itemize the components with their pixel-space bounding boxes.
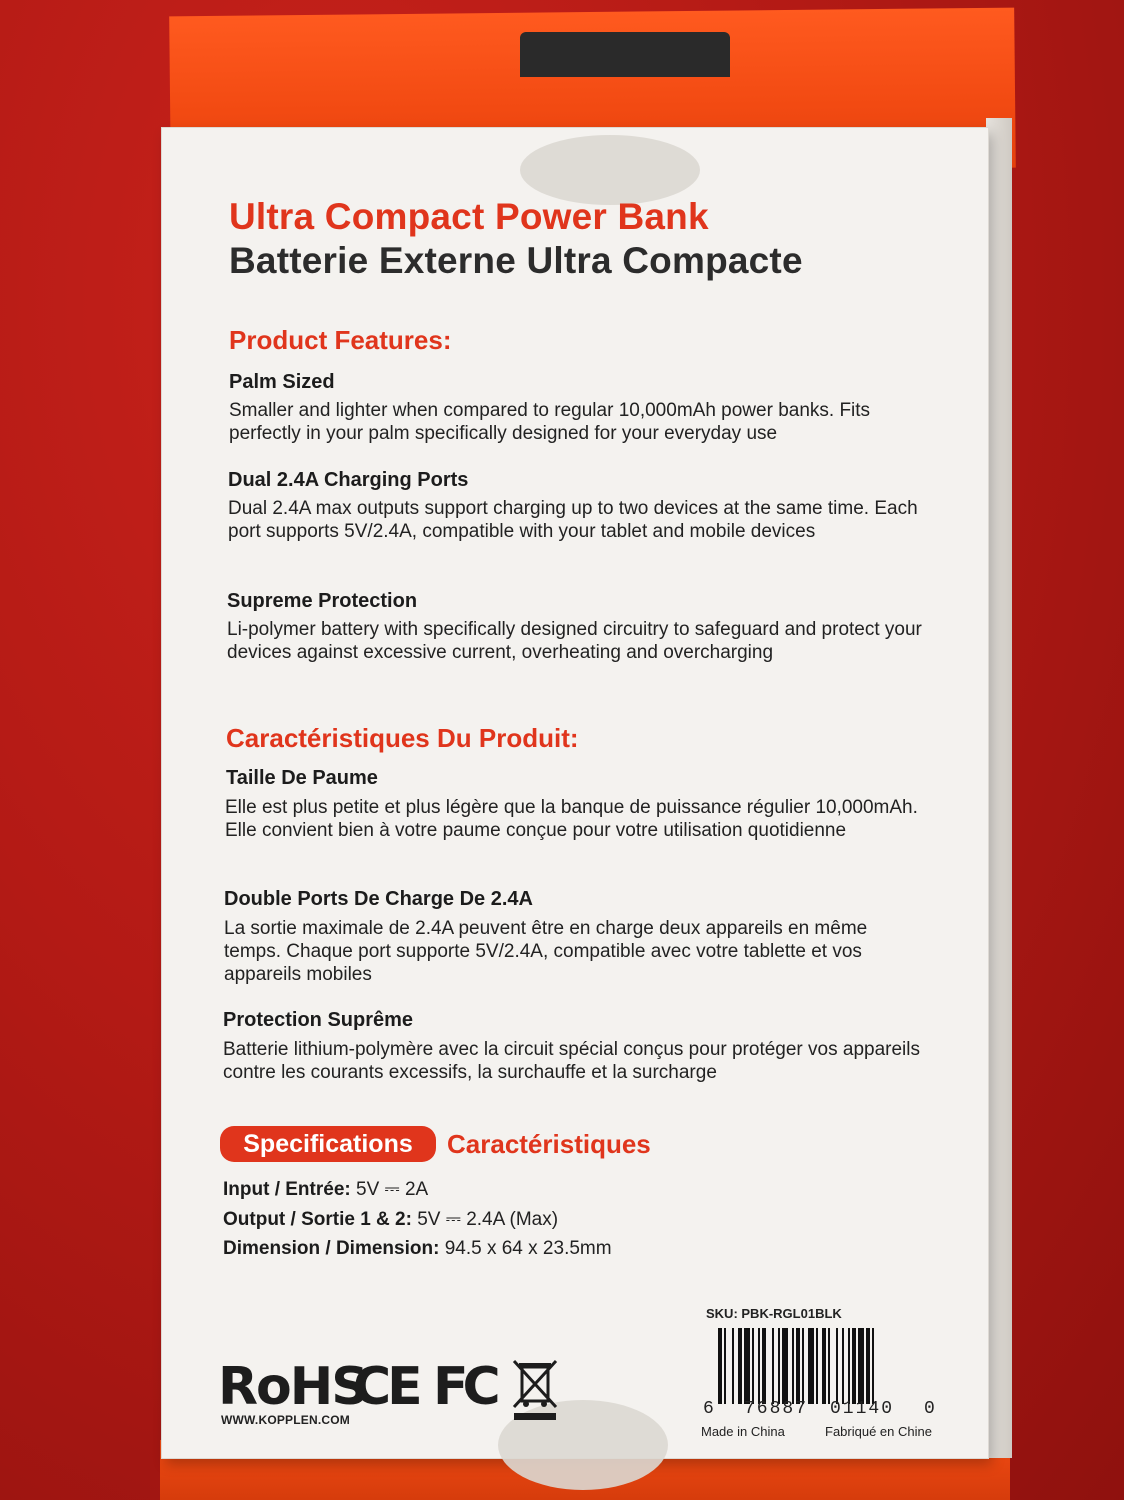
barcode-bar <box>822 1328 826 1404</box>
feature-title: Taille De Paume <box>226 767 378 789</box>
features-heading-en: Product Features: <box>229 325 452 355</box>
sku-label: SKU: PBK-RGL01BLK <box>706 1306 842 1321</box>
barcode-bar <box>816 1328 818 1404</box>
barcode-bar <box>852 1328 856 1404</box>
feature-body: La sortie maximale de 2.4A peuvent être en charge deux appareils en même temps. Chaque port supporte 5V/2.4A, compatible avec votre tablette et vos appareils mobiles <box>224 918 868 985</box>
rohs-logo: RoHS <box>218 1357 367 1417</box>
box-side-edge <box>986 118 1012 1458</box>
barcode-bar <box>744 1328 750 1404</box>
fcc-logo: FC <box>433 1357 495 1417</box>
barcode-bar <box>752 1328 754 1404</box>
barcode-bar <box>848 1328 850 1404</box>
features-heading-fr: Caractéristiques Du Produit: <box>226 723 579 753</box>
specifications-badge: Specifications <box>220 1126 436 1162</box>
spec-key: Dimension / Dimension: <box>223 1238 440 1259</box>
barcode-digit: 6 <box>703 1399 714 1419</box>
feature-body: Batterie lithium-polymère avec la circuit spécial conçus pour protéger vos appareils contre les courants excessifs, la surchauffe et la surcharge <box>223 1039 920 1083</box>
tape-tear-top <box>520 135 700 205</box>
barcode-bar <box>718 1328 722 1404</box>
made-in-label-en: Made in China <box>701 1424 785 1439</box>
crossed-bin-icon <box>510 1357 562 1423</box>
barcode-bar <box>758 1328 760 1404</box>
barcode-icon <box>718 1328 918 1404</box>
feature-body: Dual 2.4A max outputs support charging up to two devices at the same time. Each port supports 5V/2.4A, compatible with your tablet and mobile devices <box>228 498 918 542</box>
made-in-label-fr: Fabriqué en Chine <box>825 1424 932 1439</box>
feature-title: Protection Suprême <box>223 1009 414 1031</box>
barcode-bar <box>808 1328 814 1404</box>
ce-logo: CE <box>353 1357 419 1417</box>
website-url: WWW.KOPPLEN.COM <box>221 1413 350 1427</box>
feature-title: Supreme Protection <box>227 590 418 612</box>
barcode-bar <box>872 1328 874 1404</box>
spec-key: Output / Sortie 1 & 2: <box>223 1209 412 1230</box>
barcode-bar <box>732 1328 734 1404</box>
feature-title: Dual 2.4A Charging Ports <box>228 469 469 491</box>
barcode-bar <box>802 1328 804 1404</box>
product-title-fr: Batterie Externe Ultra Compacte <box>229 240 803 281</box>
barcode-bar <box>782 1328 788 1404</box>
barcode-bar <box>772 1328 774 1404</box>
barcode-bar <box>836 1328 838 1404</box>
spec-key: Input / Entrée: <box>223 1179 351 1200</box>
spec-value: 94.5 x 64 x 23.5mm <box>439 1238 612 1259</box>
box-top-opening <box>520 32 730 77</box>
barcode-digit-group: 76887 <box>744 1399 809 1419</box>
specifications-heading-fr: Caractéristiques <box>447 1129 651 1159</box>
feature-body: Smaller and lighter when compared to regular 10,000mAh power banks. Fits perfectly in your palm specifically designed for your everyday use <box>229 400 871 444</box>
barcode-bar <box>724 1328 726 1404</box>
barcode-bar <box>738 1328 742 1404</box>
feature-title: Double Ports De Charge De 2.4A <box>224 888 533 910</box>
barcode-bar <box>866 1328 870 1404</box>
barcode-bar <box>762 1328 766 1404</box>
barcode-bar <box>792 1328 794 1404</box>
barcode-bar <box>778 1328 780 1404</box>
product-title-en: Ultra Compact Power Bank <box>229 196 709 237</box>
spec-value: 5V ⎓ 2.4A (Max) <box>411 1209 559 1230</box>
barcode-bar <box>842 1328 844 1404</box>
spec-row <box>223 1238 612 1260</box>
spec-row <box>223 1209 558 1231</box>
barcode-bar <box>858 1328 864 1404</box>
barcode-digit: 0 <box>924 1399 935 1419</box>
barcode-bar <box>796 1328 800 1404</box>
feature-body: Li-polymer battery with specifically designed circuitry to safeguard and protect your devices against excessive current, overheating and overcharging <box>227 619 922 663</box>
barcode-bar <box>828 1328 830 1404</box>
feature-body: Elle est plus petite et plus légère que la banque de puissance régulier 10,000mAh. Elle convient bien à votre paume conçue pour votre utilisation quotidienne <box>225 797 918 841</box>
feature-title: Palm Sized <box>229 371 335 393</box>
spec-value: 5V ⎓ 2A <box>350 1179 429 1200</box>
barcode-digit-group: 01140 <box>830 1399 895 1419</box>
spec-row <box>223 1179 428 1201</box>
